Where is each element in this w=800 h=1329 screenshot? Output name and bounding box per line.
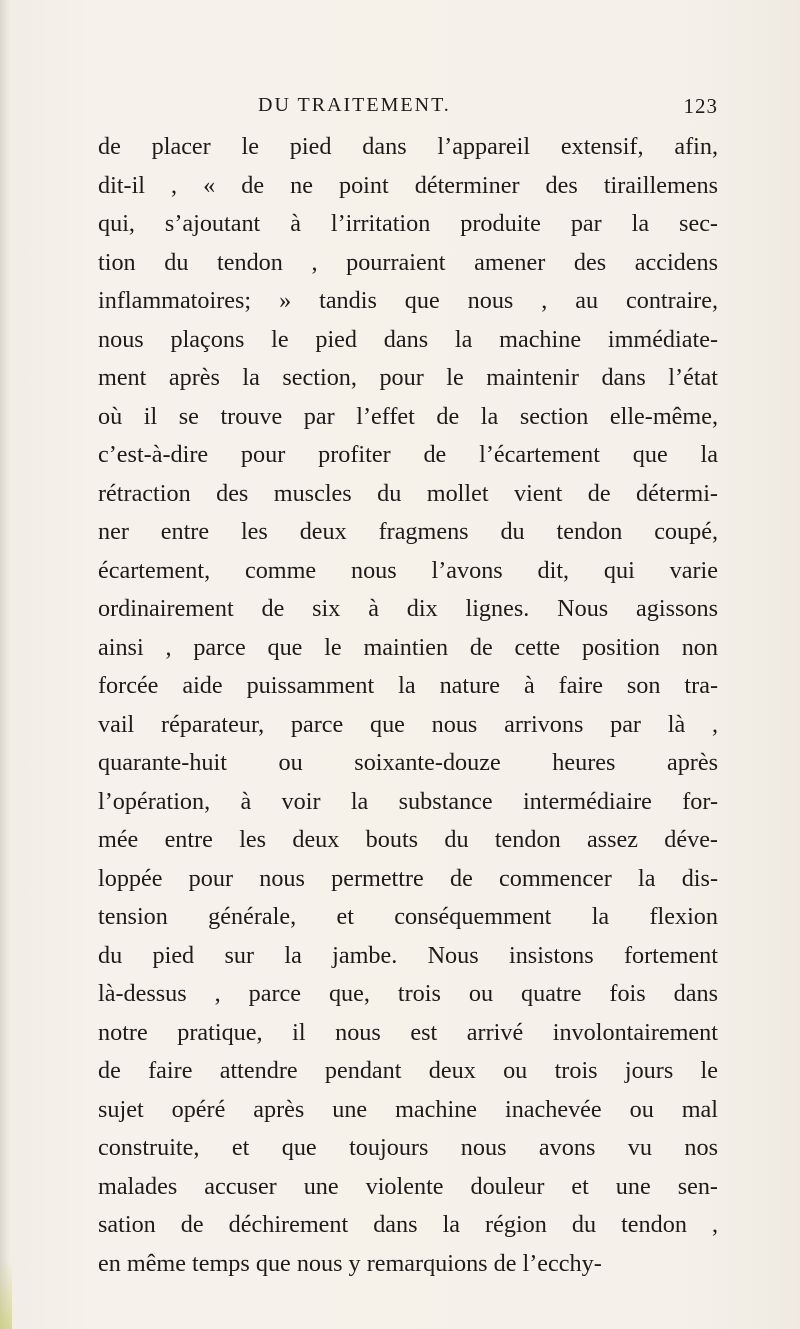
text-line: écartement, comme nous l’avons dit, qui varie (98, 556, 718, 584)
page-number: 123 (683, 94, 718, 118)
text-line: tension générale, et conséquemment la flexion (98, 903, 718, 930)
text-line: qui, s’ajoutant à l’irritation produite par la sec- (98, 210, 718, 237)
page-edge-shadow (0, 0, 10, 1329)
text-line: là-dessus , parce que, trois ou quatre fois dans (98, 980, 718, 1007)
text-line: sujet opéré après une machine inachevée ou mal (98, 1095, 718, 1123)
text-line: l’opération, à voir la substance intermédiaire for- (98, 787, 718, 815)
text-line: c’est-à-dire pour profiter de l’écartement que la (98, 441, 718, 468)
text-line: loppée pour nous permettre de commencer la dis- (98, 864, 718, 892)
text-line: quarante-huit ou soixante-douze heures après (98, 749, 718, 776)
page-header (258, 94, 718, 128)
text-line: construite, et que toujours nous avons vu nos (98, 1134, 718, 1161)
text-line: du pied sur la jambe. Nous insistons fortement (98, 941, 718, 969)
text-line: ainsi , parce que le maintien de cette position non (98, 633, 718, 661)
text-line: dit-il , « de ne point déterminer des tiraillemens (98, 171, 718, 199)
page-corner-discoloration (0, 1259, 12, 1329)
text-line: mée entre les deux bouts du tendon assez déve- (98, 826, 718, 853)
body-text (98, 128, 718, 1283)
text-line: inflammatoires; » tandis que nous , au contraire, (98, 287, 718, 314)
text-line: tion du tendon , pourraient amener des accidens (98, 248, 718, 276)
text-line: ment après la section, pour le maintenir dans l’état (98, 364, 718, 391)
text-line: où il se trouve par l’effet de la section elle-même, (98, 402, 718, 430)
text-line: malades accuser une violente douleur et une sen- (98, 1172, 718, 1200)
text-line: de placer le pied dans l’appareil extensif, afin, (98, 133, 718, 160)
text-line: nous plaçons le pied dans la machine immédiate- (98, 325, 718, 353)
text-line: sation de déchirement dans la région du tendon , (98, 1211, 718, 1238)
text-line: vail réparateur, parce que nous arrivons par là , (98, 710, 718, 738)
text-line: de faire attendre pendant deux ou trois jours le (98, 1057, 718, 1084)
text-line: forcée aide puissamment la nature à faire son tra- (98, 672, 718, 699)
text-line: notre pratique, il nous est arrivé involontairement (98, 1018, 718, 1046)
text-line: ner entre les deux fragmens du tendon coupé, (98, 518, 718, 545)
text-line: ordinairement de six à dix lignes. Nous agissons (98, 595, 718, 622)
text-line: rétraction des muscles du mollet vient de détermi- (98, 479, 718, 507)
text-line: en même temps que nous y remarquions de l’ecchy- (98, 1249, 602, 1277)
running-title: DU TRAITEMENT. (258, 94, 451, 116)
